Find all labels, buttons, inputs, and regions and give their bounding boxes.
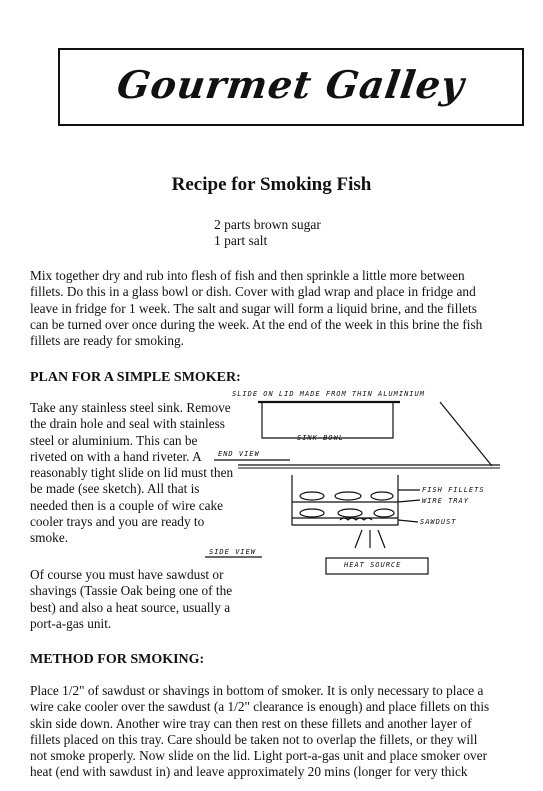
fillet-shape [374,509,394,517]
method-heading: METHOD FOR SMOKING: [30,652,205,667]
end-view-label: END VIEW [218,450,260,458]
intro-paragraph [30,268,520,349]
sawdust-leader [398,520,418,522]
method-paragraph [30,683,530,781]
intro-line: leave in fridge for 1 week. The salt and sugar will form a liquid brine, and the fillets [30,300,477,316]
smoker-sketch [0,380,543,580]
fillet-shape [335,492,361,500]
lid-arrow [440,402,492,466]
method-line: fillets placed on this tray. Care should be taken not to overlap the fillets, or they will [30,731,478,747]
banner-title: Gourmet Galley [114,62,468,107]
intro-line: Mix together dry and rub into flesh of fish and then sprinkle a little more between [30,268,465,283]
ingredient-1: 2 parts brown sugar [214,217,321,232]
fillet-shape [371,492,393,500]
sawdust-line: shavings (Tassie Oak being one of the [30,583,233,599]
tray-leader [398,500,420,502]
recipe-title: Recipe for Smoking Fish [171,174,372,195]
plan-line: smoke. [30,530,69,546]
plan-line: riveted on with a hand riveter. A [30,448,202,464]
sink-bowl-outline [262,402,393,438]
sawdust-line: port-a-gas unit. [30,615,112,631]
plan-heading: PLAN FOR A SIMPLE SMOKER: [30,370,241,385]
method-line: wire cake cooler over the sawdust (a 1/2" clearance is enough) and place fillets on this [30,699,490,715]
sawdust-line: best) and also a heat source, usually a [30,599,231,615]
heat-lines [355,530,385,548]
plan-line: needed then is a couple of wire cake [30,497,224,513]
plan-line: reasonably tight slide on lid must then [30,465,234,481]
fish-label: FISH FILLETS [422,486,485,494]
plan-line: the drain hole and seal with stainless [30,416,225,432]
sawdust-line: Of course you must have sawdust or [30,567,224,582]
plan-line: cooler trays and you are ready to [30,514,205,530]
intro-line: fillets are ready for smoking. [30,333,184,349]
fillet-shape [338,509,362,517]
fillet-shape [300,509,324,517]
side-view-label: SIDE VIEW [209,548,256,556]
method-line: heat (end with sawdust in) and leave approximately 20 mins (longer for very thick [30,764,468,780]
lid-label: SLIDE ON LID MADE FROM THIN ALUMINIUM [232,390,425,398]
method-line: not smoke properly. Now slide on the lid. Light port-a-gas unit and place smoker over [30,748,488,764]
ingredient-2: 1 part salt [214,233,268,248]
intro-line: fillets. Do this in a glass bowl or dish. Cover with glad wrap and place in fridge and [30,284,476,300]
method-line: Place 1/2" of sawdust or shavings in bottom of smoker. It is only necessary to place a [30,683,484,698]
sink-label: SINK BOWL [297,434,344,442]
banner-box [58,48,524,126]
tray-label: WIRE TRAY [422,497,469,505]
plan-line: steel or aluminium. This can be [30,432,198,448]
plan-line: Take any stainless steel sink. Remove [30,400,231,415]
plan-line: be made (see sketch). All that is [30,481,200,497]
heat-label: HEAT SOURCE [344,561,402,569]
intro-line: can be turned over once during the week. At the end of the week in this brine the fish [30,316,483,332]
method-line: skin side down. Another wire tray can then rest on these fillets and another layer of [30,715,472,731]
sawdust-label: SAWDUST [420,518,457,526]
fillet-shape [300,492,324,500]
